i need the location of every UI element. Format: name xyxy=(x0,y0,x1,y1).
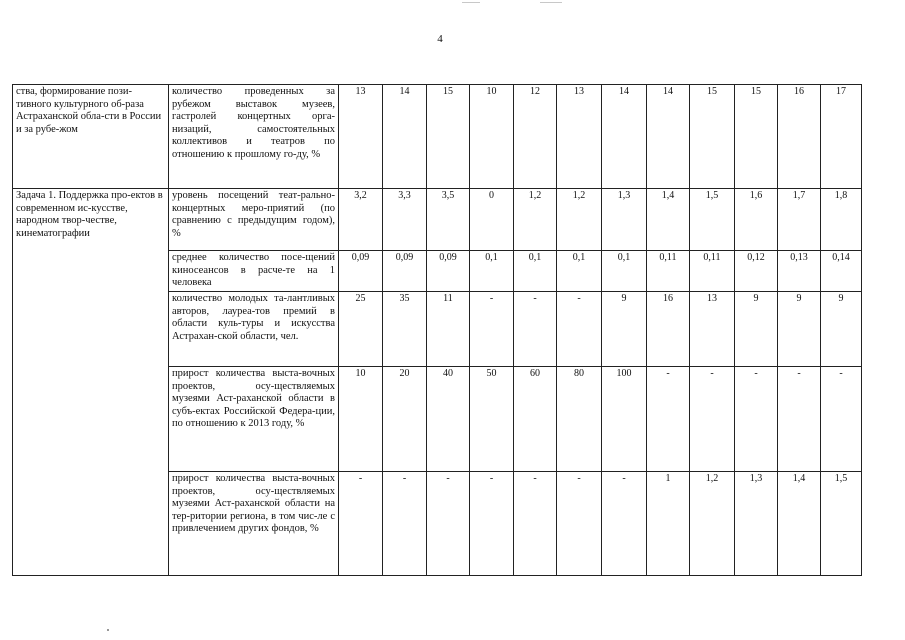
value-cell: 1,4 xyxy=(778,472,821,576)
scan-mark xyxy=(540,2,562,3)
table-row xyxy=(13,85,862,189)
value-cell: 0,14 xyxy=(821,251,862,292)
value-cell: 9 xyxy=(602,292,647,367)
value-cell: 0,1 xyxy=(514,251,557,292)
indicator-cell: уровень посещений теат-рально-концертных меро-приятий (по сравнению с предыдущим годом), % xyxy=(169,189,339,251)
value-cell: 0,12 xyxy=(735,251,778,292)
value-cell: 0,13 xyxy=(778,251,821,292)
indicator-cell: прирост количества выста-вочных проектов, осу-ществляемых музеями Аст-раханской области в субъ-ектах Российской Федера-ции, по отношению к 2013 году, % xyxy=(169,367,339,472)
value-cell: - xyxy=(470,292,514,367)
scan-speck xyxy=(107,629,109,631)
value-cell: 10 xyxy=(339,367,383,472)
value-cell: 3,3 xyxy=(383,189,427,251)
indicator-cell: количество проведенных за рубежом выставок музеев, гастролей концертных орга-низаций, самостоятельных коллективов и театров по отношению к прошлому го-ду, % xyxy=(169,85,339,189)
value-cell: 13 xyxy=(690,292,735,367)
value-cell: - xyxy=(470,472,514,576)
value-cell: 1,8 xyxy=(821,189,862,251)
value-cell: 40 xyxy=(427,367,470,472)
value-cell: 20 xyxy=(383,367,427,472)
table-row xyxy=(13,189,862,251)
value-cell: 25 xyxy=(339,292,383,367)
value-cell: 9 xyxy=(778,292,821,367)
value-cell: 3,2 xyxy=(339,189,383,251)
indicator-cell: прирост количества выста-вочных проектов, осу-ществляемых музеями Аст-раханской области на тер-ритории региона, в том чис-ле с привлечением других фондов, % xyxy=(169,472,339,576)
value-cell: 17 xyxy=(821,85,862,189)
value-cell: 13 xyxy=(339,85,383,189)
table-body xyxy=(13,85,862,576)
value-cell: - xyxy=(514,472,557,576)
value-cell: 1,4 xyxy=(647,189,690,251)
value-cell: - xyxy=(735,367,778,472)
value-cell: 50 xyxy=(470,367,514,472)
value-cell: 1,5 xyxy=(690,189,735,251)
value-cell: 15 xyxy=(690,85,735,189)
value-cell: 60 xyxy=(514,367,557,472)
value-cell: 13 xyxy=(557,85,602,189)
value-cell: 1,2 xyxy=(557,189,602,251)
value-cell: 1,6 xyxy=(735,189,778,251)
value-cell: 0,11 xyxy=(690,251,735,292)
value-cell: 3,5 xyxy=(427,189,470,251)
value-cell: 12 xyxy=(514,85,557,189)
value-cell: - xyxy=(427,472,470,576)
value-cell: 1,3 xyxy=(735,472,778,576)
value-cell: - xyxy=(557,472,602,576)
value-cell: 10 xyxy=(470,85,514,189)
value-cell: - xyxy=(514,292,557,367)
value-cell: - xyxy=(602,472,647,576)
value-cell: 1,3 xyxy=(602,189,647,251)
value-cell: 0,11 xyxy=(647,251,690,292)
value-cell: 0,1 xyxy=(470,251,514,292)
value-cell: - xyxy=(821,367,862,472)
indicators-table xyxy=(12,84,862,576)
value-cell: 15 xyxy=(735,85,778,189)
task-cell: ства, формирование пози-тивного культурного об-раза Астраханской обла-сти в России и за рубе-жом xyxy=(13,85,169,189)
value-cell: 0,09 xyxy=(427,251,470,292)
value-cell: 16 xyxy=(778,85,821,189)
value-cell: 14 xyxy=(602,85,647,189)
value-cell: 9 xyxy=(821,292,862,367)
value-cell: 1,2 xyxy=(514,189,557,251)
value-cell: - xyxy=(778,367,821,472)
value-cell: 1,2 xyxy=(690,472,735,576)
value-cell: - xyxy=(383,472,427,576)
value-cell: 0,1 xyxy=(557,251,602,292)
value-cell: 100 xyxy=(602,367,647,472)
value-cell: 9 xyxy=(735,292,778,367)
value-cell: 80 xyxy=(557,367,602,472)
value-cell: 0 xyxy=(470,189,514,251)
value-cell: - xyxy=(339,472,383,576)
value-cell: - xyxy=(557,292,602,367)
value-cell: 11 xyxy=(427,292,470,367)
indicator-cell: количество молодых та-лантливых авторов, лауреа-тов премий в области куль-туры и искусства Астрахан-ской области, чел. xyxy=(169,292,339,367)
value-cell: 1 xyxy=(647,472,690,576)
value-cell: - xyxy=(647,367,690,472)
value-cell: 15 xyxy=(427,85,470,189)
value-cell: 14 xyxy=(647,85,690,189)
task-cell: Задача 1. Поддержка про-ектов в современном ис-кусстве, народном твор-честве, кинематографии xyxy=(13,189,169,576)
value-cell: 0,1 xyxy=(602,251,647,292)
value-cell: 14 xyxy=(383,85,427,189)
value-cell: 1,5 xyxy=(821,472,862,576)
page-number: 4 xyxy=(437,33,443,45)
scan-mark xyxy=(462,2,480,3)
value-cell: - xyxy=(690,367,735,472)
value-cell: 1,7 xyxy=(778,189,821,251)
value-cell: 0,09 xyxy=(339,251,383,292)
value-cell: 35 xyxy=(383,292,427,367)
indicator-cell: среднее количество посе-щений киносеансов в расче-те на 1 человека xyxy=(169,251,339,292)
value-cell: 0,09 xyxy=(383,251,427,292)
value-cell: 16 xyxy=(647,292,690,367)
